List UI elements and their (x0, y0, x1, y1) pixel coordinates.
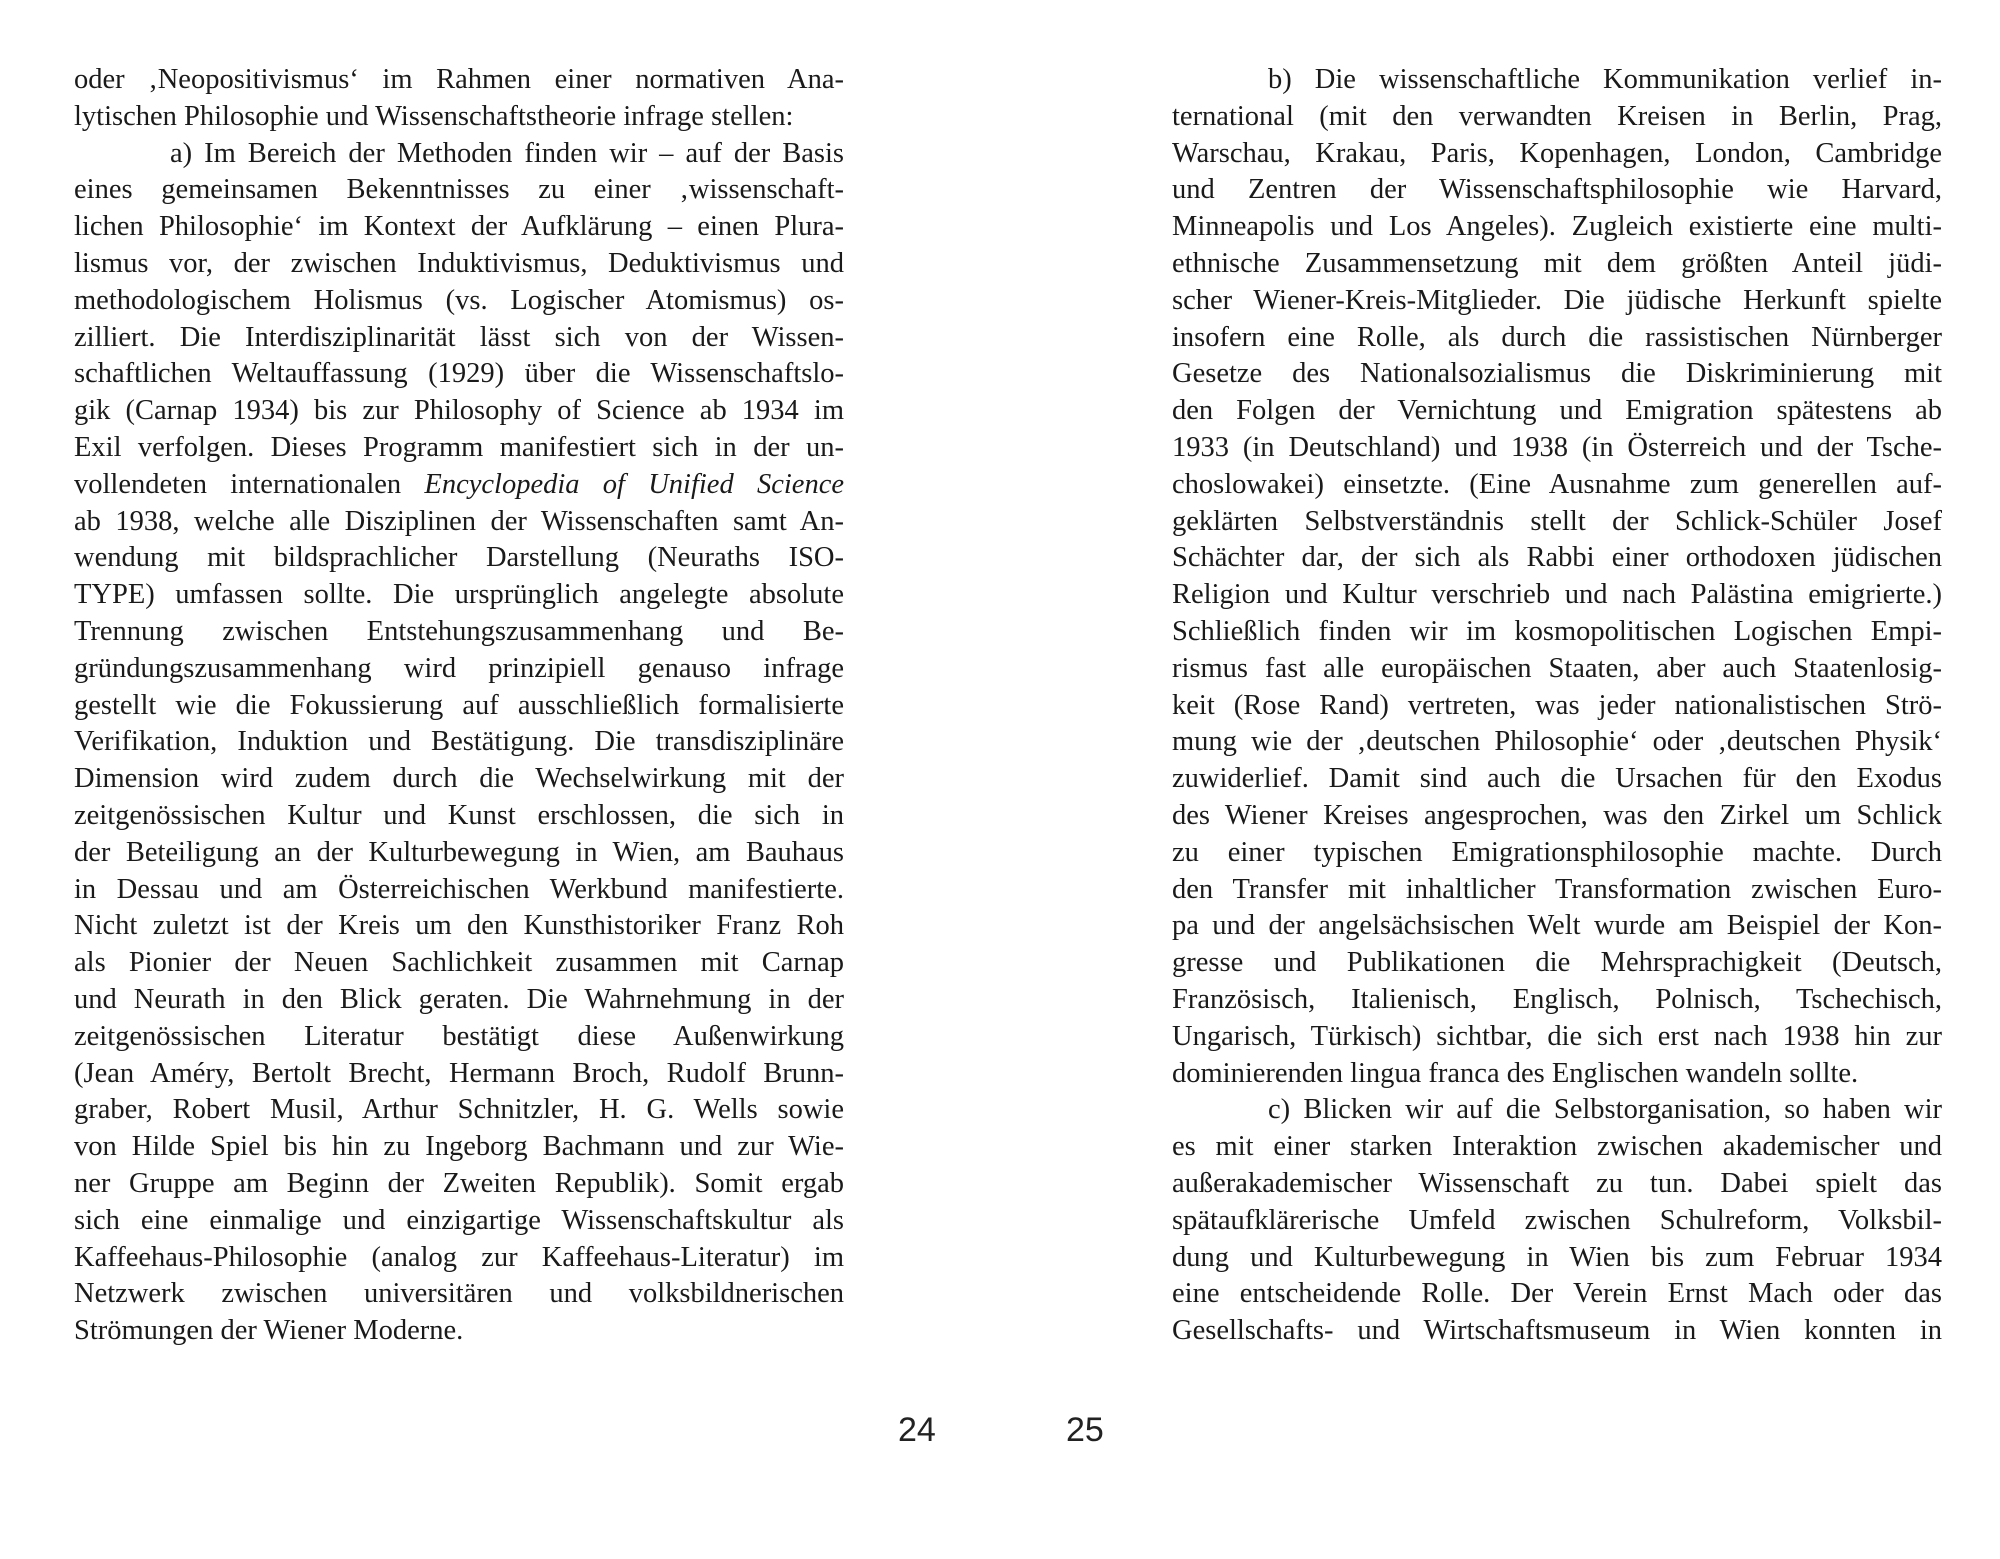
text-line-content: Gesellschafts- und Wirtschaftsmuseum in Wien konnten in (1172, 1315, 1942, 1347)
text-line (1172, 1313, 1942, 1350)
text-line (1172, 1166, 1942, 1203)
right-page-number: 25 (1066, 1411, 1104, 1449)
text-line (74, 1276, 844, 1313)
text-line (1172, 1129, 1942, 1166)
italic-title: Encyclopedia of Unified Science (424, 468, 844, 500)
text-line (1172, 467, 1942, 504)
text-line (74, 1240, 844, 1277)
text-line (1172, 62, 1942, 99)
text-line-content: spätaufklärerische Umfeld zwischen Schulreform, Volksbil- (1172, 1204, 1942, 1236)
text-line (1172, 1092, 1942, 1129)
text-line (1172, 99, 1942, 136)
text-line (74, 835, 844, 872)
text-line-content: methodologischem Holismus (vs. Logischer Atomismus) os- (74, 284, 844, 316)
text-line (1172, 246, 1942, 283)
text-line-content: rismus fast alle europäischen Staaten, aber auch Staatenlosig- (1172, 652, 1942, 684)
text-line (1172, 504, 1942, 541)
text-line-content: gründungszusammenhang wird prinzipiell genauso infrage (74, 652, 844, 684)
text-line (74, 172, 844, 209)
text-line-content: Nicht zuletzt ist der Kreis um den Kunsthistoriker Franz Roh (74, 910, 844, 942)
text-line-content: dominierenden lingua franca des Englischen wandeln sollte. (1172, 1057, 1859, 1089)
text-line-content: und Neurath in den Blick geraten. Die Wahrnehmung in der (74, 983, 844, 1015)
text-line (74, 356, 844, 393)
text-line-content: c) Blicken wir auf die Selbstorganisation, so haben wir (1268, 1094, 1942, 1126)
text-line (1172, 798, 1942, 835)
text-line-content: zeitgenössischen Kultur und Kunst erschlossen, die sich in (74, 799, 844, 831)
text-line (1172, 982, 1942, 1019)
text-line-content: keit (Rose Rand) vertreten, was jeder nationalistischen Strö- (1172, 689, 1942, 721)
text-line-content: ner Gruppe am Beginn der Zweiten Republik). Somit ergab (74, 1167, 844, 1199)
text-line (1172, 1203, 1942, 1240)
text-line-content: außerakademischer Wissenschaft zu tun. Dabei spielt das (1172, 1167, 1942, 1199)
text-line-content: wendung mit bildsprachlicher Darstellung (Neuraths ISO- (74, 542, 844, 574)
text-line-content: gik (Carnap 1934) bis zur Philosophy of Science ab 1934 im (74, 395, 844, 427)
text-line-content: mung wie der ‚deutschen Philosophie‘ oder ‚deutschen Physik‘ (1172, 726, 1942, 758)
text-line-content: Verifikation, Induktion und Bestätigung. Die transdisziplinäre (74, 726, 844, 758)
text-line-content: TYPE) umfassen sollte. Die ursprünglich angelegte absolute (74, 579, 844, 611)
text-line (1172, 651, 1942, 688)
text-line-content: Dimension wird zudem durch die Wechselwirkung mit der (74, 763, 844, 795)
text-line-content: gresse und Publikationen die Mehrsprachigkeit (Deutsch, (1172, 947, 1942, 979)
text-line-content: Strömungen der Wiener Moderne. (74, 1315, 464, 1347)
text-line-content: Französisch, Italienisch, Englisch, Polnisch, Tschechisch, (1172, 983, 1942, 1015)
text-line (74, 393, 844, 430)
text-line (74, 320, 844, 357)
text-line-content: b) Die wissenschaftliche Kommunikation verlief in- (1268, 64, 1942, 95)
text-line-content: der Beteiligung an der Kulturbewegung in Wien, am Bauhaus (74, 836, 844, 868)
text-line (74, 1092, 844, 1129)
text-line (74, 1129, 844, 1166)
text-line (1172, 430, 1942, 467)
right-page-text (1172, 62, 1942, 1350)
text-line (74, 945, 844, 982)
text-line (1172, 724, 1942, 761)
text-line-content: oder ‚Neopositivismus‘ im Rahmen einer normativen Ana- (74, 64, 844, 95)
left-page-number: 24 (898, 1411, 936, 1449)
text-line (1172, 614, 1942, 651)
text-line-content: scher Wiener-Kreis-Mitglieder. Die jüdische Herkunft spielte (1172, 284, 1942, 316)
text-line (1172, 1276, 1942, 1313)
text-line-content: choslowakei) einsetzte. (Eine Ausnahme zum generellen auf- (1172, 468, 1942, 500)
left-page-text (74, 62, 844, 1350)
text-line-content: graber, Robert Musil, Arthur Schnitzler, H. G. Wells sowie (74, 1094, 844, 1126)
text-line-content: Ungarisch, Türkisch) sichtbar, die sich erst nach 1938 hin zur (1172, 1020, 1942, 1052)
text-line (74, 577, 844, 614)
text-line (1172, 356, 1942, 393)
text-line (1172, 1240, 1942, 1277)
text-line (1172, 1019, 1942, 1056)
text-line-content: es mit einer starken Interaktion zwischen akademischer und (1172, 1131, 1942, 1163)
text-line-content: 1933 (in Deutschland) und 1938 (in Österreich und der Tsche- (1172, 431, 1942, 463)
text-line (74, 136, 844, 173)
text-line-content: zeitgenössischen Literatur bestätigt diese Außenwirkung (74, 1020, 844, 1052)
text-line (74, 430, 844, 467)
text-line (1172, 393, 1942, 430)
text-line-content: Netzwerk zwischen universitären und volksbildnerischen (74, 1278, 844, 1310)
text-line-content: lichen Philosophie‘ im Kontext der Aufklärung – einen Plura- (74, 211, 844, 243)
text-line (1172, 283, 1942, 320)
text-line (1172, 320, 1942, 357)
text-line-content: des Wiener Kreises angesprochen, was den Zirkel um Schlick (1172, 799, 1942, 831)
text-line (1172, 172, 1942, 209)
text-line (74, 540, 844, 577)
text-line-content: den Transfer mit inhaltlicher Transformation zwischen Euro- (1172, 873, 1942, 905)
text-line (74, 798, 844, 835)
text-line (1172, 761, 1942, 798)
text-line-content: Exil verfolgen. Dieses Programm manifestiert sich in der un- (74, 431, 844, 463)
text-line-content: Minneapolis und Los Angeles). Zugleich existierte eine multi- (1172, 211, 1942, 243)
text-line (1172, 136, 1942, 173)
text-line-content: lytischen Philosophie und Wissenschaftstheorie infrage stellen: (74, 100, 794, 132)
text-line (74, 908, 844, 945)
text-line (1172, 872, 1942, 909)
text-line-content: als Pionier der Neuen Sachlichkeit zusammen mit Carnap (74, 947, 844, 979)
text-line (74, 99, 844, 136)
text-line (1172, 577, 1942, 614)
text-line-content: Warschau, Krakau, Paris, Kopenhagen, London, Cambridge (1172, 137, 1942, 169)
text-line (74, 651, 844, 688)
text-line-content: Schächter dar, der sich als Rabbi einer orthodoxen jüdischen (1172, 542, 1942, 574)
text-line-content: lismus vor, der zwischen Induktivismus, Deduktivismus und (74, 247, 844, 279)
text-line-content: den Folgen der Vernichtung und Emigration spätestens ab (1172, 395, 1942, 427)
text-line (1172, 945, 1942, 982)
text-line (1172, 835, 1942, 872)
text-line (74, 614, 844, 651)
text-line (1172, 688, 1942, 725)
text-line-content: geklärten Selbstverständnis stellt der Schlick-Schüler Josef (1172, 505, 1942, 537)
text-line-content: schaftlichen Weltauffassung (1929) über die Wissenschaftslo- (74, 358, 844, 390)
text-line-content: von Hilde Spiel bis hin zu Ingeborg Bachmann und zur Wie- (74, 1131, 844, 1163)
text-line-content: eine entscheidende Rolle. Der Verein Ernst Mach oder das (1172, 1278, 1942, 1310)
text-line-content: und Zentren der Wissenschaftsphilosophie wie Harvard, (1172, 174, 1942, 206)
text-line (74, 209, 844, 246)
text-line (74, 1019, 844, 1056)
text-line-content: (Jean Améry, Bertolt Brecht, Hermann Broch, Rudolf Brunn- (74, 1057, 844, 1089)
text-line-content: Kaffeehaus-Philosophie (analog zur Kaffeehaus-Literatur) im (74, 1241, 844, 1273)
text-line-content: zu einer typischen Emigrationsphilosophie machte. Durch (1172, 836, 1942, 868)
text-line (1172, 1056, 1942, 1093)
text-line-content: ab 1938, welche alle Disziplinen der Wissenschaften samt An- (74, 505, 844, 537)
text-line (74, 1166, 844, 1203)
text-line (74, 761, 844, 798)
text-line-content: Trennung zwischen Entstehungszusammenhang und Be- (74, 615, 844, 647)
text-line-content: ternational (mit den verwandten Kreisen in Berlin, Prag, (1172, 100, 1942, 132)
text-line-content: ethnische Zusammensetzung mit dem größten Anteil jüdi- (1172, 247, 1942, 279)
text-line-content: in Dessau und am Österreichischen Werkbund manifestierte. (74, 873, 844, 905)
text-line (74, 283, 844, 320)
text-line (1172, 908, 1942, 945)
text-line (74, 1313, 844, 1350)
text-line-content: eines gemeinsamen Bekenntnisses zu einer ‚wissenschaft- (74, 174, 844, 206)
text-line-content: zuwiderlief. Damit sind auch die Ursachen für den Exodus (1172, 763, 1942, 795)
text-line-content: sich eine einmalige und einzigartige Wissenschaftskultur als (74, 1204, 844, 1236)
text-line-content: gestellt wie die Fokussierung auf ausschließlich formalisierte (74, 689, 844, 721)
text-line-content: Schließlich finden wir im kosmopolitischen Logischen Empi- (1172, 615, 1942, 647)
text-line (74, 1056, 844, 1093)
text-line-content: a) Im Bereich der Methoden finden wir – auf der Basis (170, 137, 844, 169)
text-line-content: Religion und Kultur verschrieb und nach Palästina emigrierte.) (1172, 579, 1942, 611)
text-line-content: insofern eine Rolle, als durch die rassistischen Nürnberger (1172, 321, 1942, 353)
text-line-content: pa und der angelsächsischen Welt wurde am Beispiel der Kon- (1172, 910, 1942, 942)
text-line (74, 1203, 844, 1240)
text-line-content: vollendeten internationalen (74, 468, 425, 500)
text-line (74, 62, 844, 99)
text-line-content: zilliert. Die Interdisziplinarität lässt sich von der Wissen- (74, 321, 844, 353)
text-line (74, 246, 844, 283)
text-line (74, 982, 844, 1019)
text-line (74, 724, 844, 761)
text-line (1172, 209, 1942, 246)
text-line (74, 467, 844, 504)
text-line (74, 504, 844, 541)
text-line (74, 688, 844, 725)
text-line-content: dung und Kulturbewegung in Wien bis zum Februar 1934 (1172, 1241, 1942, 1273)
text-line (74, 872, 844, 909)
text-line (1172, 540, 1942, 577)
text-line-content: Gesetze des Nationalsozialismus die Diskriminierung mit (1172, 358, 1942, 390)
